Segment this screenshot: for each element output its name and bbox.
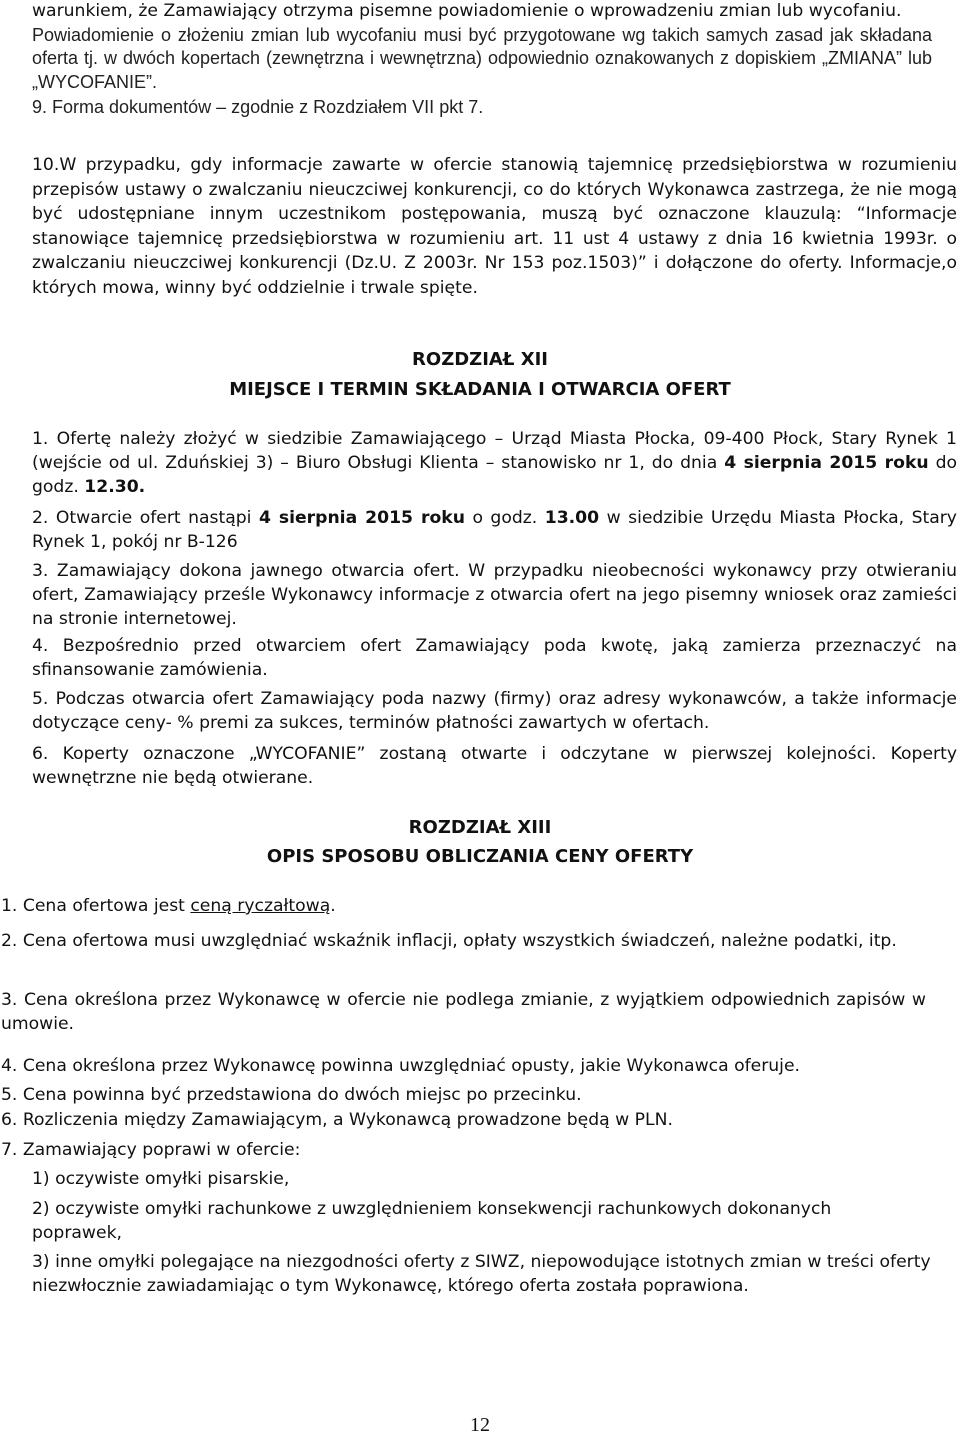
chapter-12-item-4: 4. Bezpośrednio przed otwarciem ofert Zamawiający poda kwotę, jaką zamierza przeznaczyć na sfinansowanie zamówienia.: [32, 636, 957, 680]
chapter-12-item-2: [32, 506, 957, 554]
chapter-13-item-6: 6. Rozliczenia między Zamawiającym, a Wykonawcą prowadzone będą w PLN.: [1, 1110, 673, 1130]
item-1-date: 4 sierpnia 2015 roku: [724, 453, 929, 473]
chapter-12-subtitle: MIEJSCE I TERMIN SKŁADANIA I OTWARCIA OFERT: [229, 379, 731, 400]
chapter-13-subtitle: OPIS SPOSOBU OBLICZANIA CENY OFERTY: [266, 846, 694, 867]
chapter-12-item-5: 5. Podczas otwarcia ofert Zamawiający poda nazwy (firmy) oraz adresy wykonawców, a także informacje dotyczące ceny- % premi za sukces, terminów płatności zawartych w ofertach.: [32, 689, 957, 733]
item-9: 9. Forma dokumentów – zgodnie z Rozdziałem VII pkt 7.: [32, 97, 484, 117]
price-item-1-text: 1. Cena ofertowa jest: [1, 896, 191, 916]
chapter-13-item-4: 4. Cena określona przez Wykonawcę powinna uwzględniać opusty, jakie Wykonawca oferuje.: [1, 1056, 800, 1076]
chapter-12-item-1: [32, 427, 957, 499]
chapter-13-title: ROZDZIAŁ XIII: [408, 817, 552, 838]
intro-line-1: warunkiem, że Zamawiający otrzyma pisemne powiadomienie o wprowadzeniu zmian lub wycofaniu.: [32, 1, 902, 21]
chapter-13-item-5: 5. Cena powinna być przedstawiona do dwóch miejsc po przecinku.: [1, 1085, 582, 1105]
price-item-1-underlined: ceną ryczałtową: [190, 896, 331, 916]
chapter-13-item-3: 3. Cena określona przez Wykonawcę w ofercie nie podlega zmianie, z wyjątkiem odpowiednich zapisów w umowie.: [1, 990, 926, 1034]
item-1-text: 1. Ofertę należy złożyć w siedzibie Zamawiającego – Urząd Miasta Płocka, 09-400 Płock, Stary Rynek 1 (wejście od ul. Zduńskiej 3) – Biuro Obsługi Klienta – stanowisko nr 1, do dnia: [32, 429, 957, 473]
item-2-text-b: o godz.: [464, 508, 545, 528]
intro-line-2: Powiadomienie o złożeniu zmian lub wycofaniu musi być przygotowane wg takich samych zasad jak składana oferta tj. w dwóch kopertach (zewnętrzna i wewnętrzna) odpowiednio oznakowanych z dopiskiem „ZMIANA” lub „WYCOFANIE”.: [32, 24, 932, 92]
item-2-text-c: w siedzibie Urzędu Miasta Płocka, Stary Rynek 1, pokój nr B-126: [32, 508, 957, 552]
sub-item-2: 2) oczywiste omyłki rachunkowe z uwzględnieniem konsekwencji rachunkowych dokonanych poprawek,: [32, 1199, 832, 1243]
chapter-12-item-6: 6. Koperty oznaczone „WYCOFANIE” zostaną otwarte i odczytane w pierwszej kolejności. Koperty wewnętrzne nie będą otwierane.: [32, 744, 957, 788]
item-10: 10.W przypadku, gdy informacje zawarte w ofercie stanowią tajemnicę przedsiębiorstwa w rozumieniu przepisów ustawy o zwalczaniu nieuczciwej konkurencji, co do których Wykonawca zastrzega, że nie mogą być udostępniane innym uczestnikom postępowania, muszą być oznaczone klauzulą: “Informacje stanowiące tajemnicę przedsiębiorstwa w rozumieniu art. 11 ust 4 ustawy z dnia 16 kwietnia 1993r. o zwalczaniu nieuczciwej konkurencji (Dz.U. Z 2003r. Nr 153 poz.1503)” i dołączone do oferty. Informacje,o których mowa, winny być oddzielnie i trwale spięte.: [32, 155, 957, 298]
chapter-13-item-1: [1, 894, 926, 918]
sub-item-1: 1) oczywiste omyłki pisarskie,: [32, 1169, 290, 1189]
item-2-date: 4 sierpnia 2015 roku: [258, 508, 465, 528]
item-1-time: 12.30.: [84, 477, 146, 497]
chapter-12-title: ROZDZIAŁ XII: [412, 349, 548, 370]
intro-section: [32, 0, 932, 120]
sub-item-3: 3) inne omyłki polegające na niezgodności oferty z SIWZ, niepowodujące istotnych zmian w treści oferty niezwłocznie zawiadamiając o tym Wykonawcę, którego oferta została poprawiona.: [32, 1252, 931, 1296]
price-item-1-end: .: [330, 896, 336, 916]
item-2-text: 2. Otwarcie ofert nastąpi: [32, 508, 259, 528]
chapter-13-item-7: 7. Zamawiający poprawi w ofercie:: [1, 1140, 301, 1160]
item-2-time: 13.00: [544, 508, 600, 528]
chapter-13-item-2: 2. Cena ofertowa musi uwzględniać wskaźnik inflacji, opłaty wszystkich świadczeń, należne podatki, itp.: [1, 931, 897, 951]
chapter-12-item-3: 3. Zamawiający dokona jawnego otwarcia ofert. W przypadku nieobecności wykonawcy przy otwieraniu ofert, Zamawiający prześle Wykonawcy informacje z otwarcia ofert na jego pisemny wniosek oraz zamieści na stronie internetowej.: [32, 561, 957, 629]
page-number: 12: [470, 1414, 490, 1436]
item-1-text-b: do godz.: [32, 453, 958, 497]
